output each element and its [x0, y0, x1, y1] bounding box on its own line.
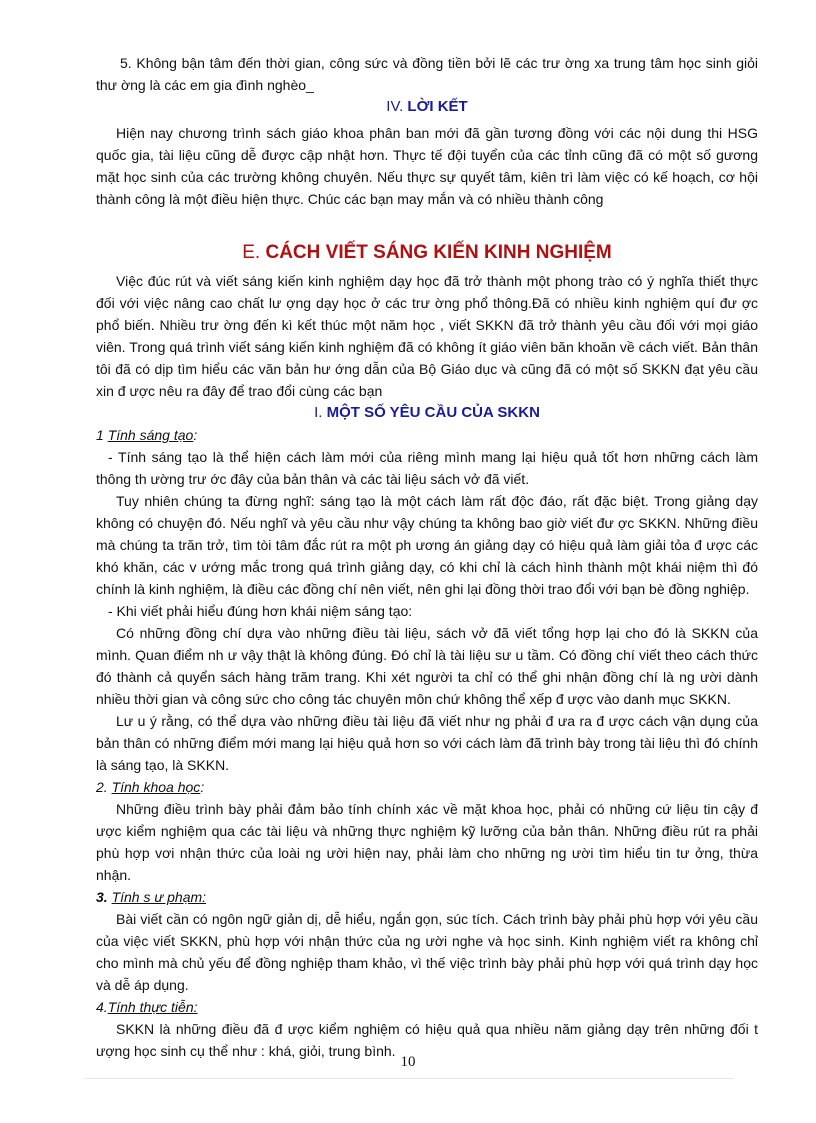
section-i-heading: [96, 402, 758, 424]
subsection-2-number: 2.: [96, 779, 108, 795]
subsection-1-heading: [96, 424, 758, 446]
document-page: [96, 52, 758, 1062]
section-iv-number: IV.: [386, 98, 404, 115]
section-i-number: I.: [314, 404, 323, 421]
section-iv-heading: [96, 96, 758, 118]
section-e-paragraph: Việc đúc rút và viết sáng kiến kinh nghiệm dạy học đã trở thành một phong trào có ý nghĩa thiết thực đối với việc nâng cao chất lư ợng dạy học ở các trư ờng phổ thông.Đã có nhiều kinh nghiệm quí đư ợc phổ biến. Nhiều trư ờng đến kì kết thúc một năm học , viết SKKN đã trở thành yêu cầu đối với mọi giáo viên. Trong quá trình viết sáng kiến kinh nghiệm đã có không ít giáo viên băn khoăn về cách viết. Bản thân tôi đã có dịp tìm hiểu các văn bản hư ớng dẫn của Bộ Giáo dục và cũng đã có một số SKKN đạt yêu cầu xin đ ược nêu ra đây để trao đổi cùng các bạn: [96, 273, 758, 399]
subsection-3-title: Tính s ư phạm:: [111, 889, 207, 905]
subsection-2-heading: [96, 776, 758, 798]
footer-divider: [84, 1078, 734, 1079]
subsection-3-heading: [96, 886, 758, 908]
section-e-heading: [96, 240, 758, 266]
subsection-1-paragraph-4: Có những đồng chí dựa vào những điều tài liệu, sách vở đã viết tổng hợp lại cho đó là SKKN của mình. Quan điểm nh ư vậy thật là không đúng. Đó chỉ là tài liệu sư u tầm. Có đồng chí viết theo cách thức đó thành cả quyển sách hàng trăm trang. Khi xét người ta chỉ có thể ghi nhận đồng chí là ng ười dành nhiều thời gian và công sức cho công tác chuyên môn chứ không thể xếp đ ược vào danh mục SKKN.: [96, 625, 758, 707]
subsection-1-paragraph-1: - Tính sáng tạo là thể hiện cách làm mới của riêng mình mang lại hiệu quả tốt hơn những cách làm thông th ường trư ớc đây của bản thân và các tài liệu sách vở đã viết.: [96, 449, 758, 487]
subsection-1-colon: :: [193, 427, 198, 443]
subsection-1-paragraph-2: Tuy nhiên chúng ta đừng nghĩ: sáng tạo là một cách làm rất độc đáo, rất đặc biệt. Trong giảng dạy không có chuyện đó. Nếu nghĩ và yêu cầu như vậy chúng ta không bao giờ viết đư ợc SKKN. Những điều mà chúng ta trăn trở, tìm tòi tâm đắc rút ra một ph ương án giảng dạy có hiệu quả làm giải tỏa đ ược các khó khăn, các v ướng mắc trong quá trình giảng dạy, có khi chỉ là cách hình thành một khái niệm thì đó chính là kinh nghiệm, là điều các đồng chí nên viết, nên ghi lại đồng thời trao đổi với bạn bè đồng nghiệp.: [96, 493, 758, 597]
subsection-3-number: 3.: [96, 889, 108, 905]
subsection-2-title: Tính khoa học: [111, 779, 201, 795]
subsection-4-paragraph: SKKN là những điều đã đ ược kiểm nghiệm có hiệu quả qua nhiều năm giảng dạy trên những đối t ượng học sinh cụ thể như : khá, giỏi, trung bình.: [96, 1021, 758, 1059]
section-e-number: E.: [242, 242, 261, 263]
subsection-1-paragraph-3: - Khi viết phải hiểu đúng hơn khái niệm sáng tạo:: [108, 603, 413, 619]
page-number: 10: [400, 1054, 416, 1070]
closing-paragraph: Hiện nay chương trình sách giáo khoa phân ban mới đã gần tương đồng với các nội dung thi HSG quốc gia, tài liệu cũng dễ được cập nhật hơn. Thực tế đội tuyển của các tỉnh cũng đã có một số gương mặt học sinh của các trường không chuyên. Nếu thực sự quyết tâm, kiên trì làm việc có kế hoạch, cơ hội thành công là một điều hiện thực. Chúc các bạn may mắn và có nhiều thành công: [96, 125, 758, 207]
subsection-2-colon: :: [200, 779, 205, 795]
subsection-1-number: 1: [96, 427, 104, 443]
section-i-title: MỘT SỐ YÊU CẦU CỦA SKKN: [326, 404, 540, 421]
subsection-1-title: Tính sáng tạo: [107, 427, 194, 443]
subsection-4-title: Tính thực tiễn:: [107, 999, 198, 1015]
section-iv-title: LỜI KẾT: [407, 98, 468, 115]
subsection-2-paragraph: Những điều trình bày phải đảm bảo tính chính xác về mặt khoa học, phải có những cứ liệu tin cậy đ ược kiểm nghiệm qua các tài liệu và những thực nghiệm kỹ lưỡng của bản thân. Những điều rút ra phải phù hợp vơi nhận thức của loài ng ười hiện nay, phải làm cho những ng ười tìm hiểu tin tư ởng, thừa nhận.: [96, 801, 758, 883]
subsection-1-paragraph-5: Lư u ý rằng, có thể dựa vào những điều tài liệu đã viết như ng phải đ ưa ra đ ược cách vận dụng của bản thân có những điểm mới mang lại hiệu quả hơn so với cách làm đã trình bày trong tài liệu thì đó chính là sáng tạo, là SKKN.: [96, 713, 758, 773]
subsection-4-heading: [96, 996, 758, 1018]
subsection-3-paragraph: Bài viết cần có ngôn ngữ giản dị, dễ hiểu, ngắn gọn, súc tích. Cách trình bày phải phù hợp với yêu cầu của việc viết SKKN, phù hợp với nhận thức của ng ười nghe và học sinh. Kinh nghiệm viết ra không chỉ cho mình mà chủ yếu để đồng nghiệp tham khảo, vì thế việc trình bày phải phù hợp với quá trình dạy học và dễ áp dụng.: [96, 911, 758, 993]
intro-item: 5. Không bận tâm đến thời gian, công sức và đồng tiền bởi lẽ các trư ờng xa trung tâm học sinh giỏi thư ờng là các em gia đình nghèo_: [96, 55, 758, 93]
subsection-4-number: 4.: [96, 999, 108, 1015]
section-e-title: CÁCH VIẾT SÁNG KIẾN KINH NGHIỆM: [265, 242, 612, 263]
